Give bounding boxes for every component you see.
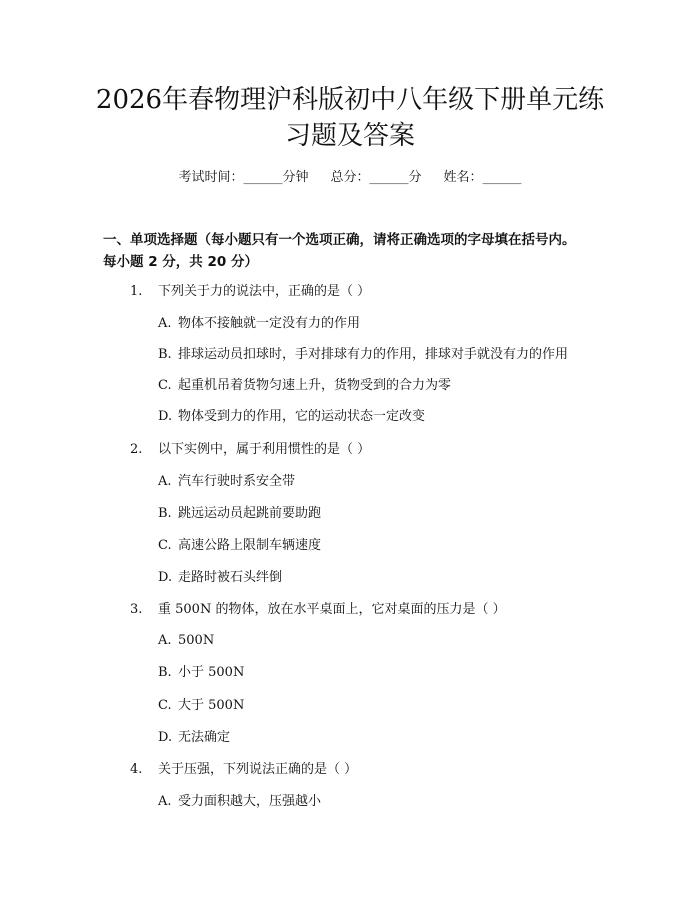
option-letter: A. (158, 794, 172, 809)
option-2a (158, 472, 295, 492)
question-3 (130, 600, 506, 620)
exam-time-field: 考试时间：______分钟 (178, 170, 309, 185)
option-letter: B. (158, 506, 172, 521)
option-text: 汽车行驶时系安全带 (178, 474, 296, 489)
option-letter: A. (158, 474, 172, 489)
question-text: 以下实例中，属于利用惯性的是（ ） (158, 442, 371, 457)
question-text: 下列关于力的说法中，正确的是（ ） (158, 284, 371, 299)
option-letter: B. (158, 347, 172, 362)
option-letter: D. (158, 570, 173, 585)
option-text: 无法确定 (178, 730, 231, 745)
question-2 (130, 440, 370, 460)
option-letter: C. (158, 378, 172, 393)
question-text: 关于压强，下列说法正确的是（ ） (158, 762, 358, 777)
option-2d (158, 568, 282, 588)
question-number: 4. (130, 762, 143, 777)
question-text: 重 500N 的物体，放在水平桌面上，它对桌面的压力是（ ） (158, 602, 506, 617)
option-1c (158, 376, 451, 396)
total-score-field: 总分：______分 (330, 170, 422, 185)
document-title-line-1: 2026年春物理沪科版初中八年级下册单元练 (95, 85, 605, 115)
option-text: 500N (178, 633, 215, 648)
option-text: 小于 500N (178, 665, 245, 680)
option-1a (158, 314, 360, 334)
option-letter: C. (158, 538, 172, 553)
option-letter: C. (158, 698, 172, 713)
option-3c (158, 696, 244, 716)
exam-meta (0, 168, 700, 188)
option-3a (158, 631, 214, 651)
option-3b (158, 663, 244, 683)
option-text: 大于 500N (178, 698, 245, 713)
question-4 (130, 760, 357, 780)
option-2b (158, 504, 321, 524)
option-3d (158, 728, 230, 748)
option-letter: A. (158, 316, 172, 331)
option-2c (158, 536, 321, 556)
section-heading-line-2: 每小题 2 分，共 20 分） (103, 254, 258, 270)
section-heading-line-1: 一、单项选择题（每小题只有一个选项正确，请将正确选项的字母填在括号内。 (103, 232, 576, 248)
question-number: 2. (130, 442, 143, 457)
option-letter: D. (158, 730, 173, 745)
option-text: 起重机吊着货物匀速上升，货物受到的合力为零 (178, 378, 452, 393)
student-name-field: 姓名：______ (443, 170, 522, 185)
document-title-line-2: 习题及答案 (284, 121, 415, 151)
option-letter: D. (158, 409, 173, 424)
question-number: 3. (130, 602, 143, 617)
option-text: 受力面积越大，压强越小 (178, 794, 322, 809)
question-number: 1. (130, 284, 143, 299)
option-text: 物体不接触就一定没有力的作用 (178, 316, 361, 331)
option-4a (158, 792, 321, 812)
option-1d (158, 407, 425, 427)
option-1b (158, 345, 568, 365)
question-1 (130, 282, 370, 302)
option-letter: A. (158, 633, 172, 648)
option-letter: B. (158, 665, 172, 680)
option-text: 跳远运动员起跳前要助跑 (178, 506, 322, 521)
option-text: 物体受到力的作用，它的运动状态一定改变 (178, 409, 426, 424)
option-text: 走路时被石头绊倒 (178, 570, 283, 585)
option-text: 排球运动员扣球时，手对排球有力的作用，排球对手就没有力的作用 (178, 347, 569, 362)
option-text: 高速公路上限制车辆速度 (178, 538, 322, 553)
